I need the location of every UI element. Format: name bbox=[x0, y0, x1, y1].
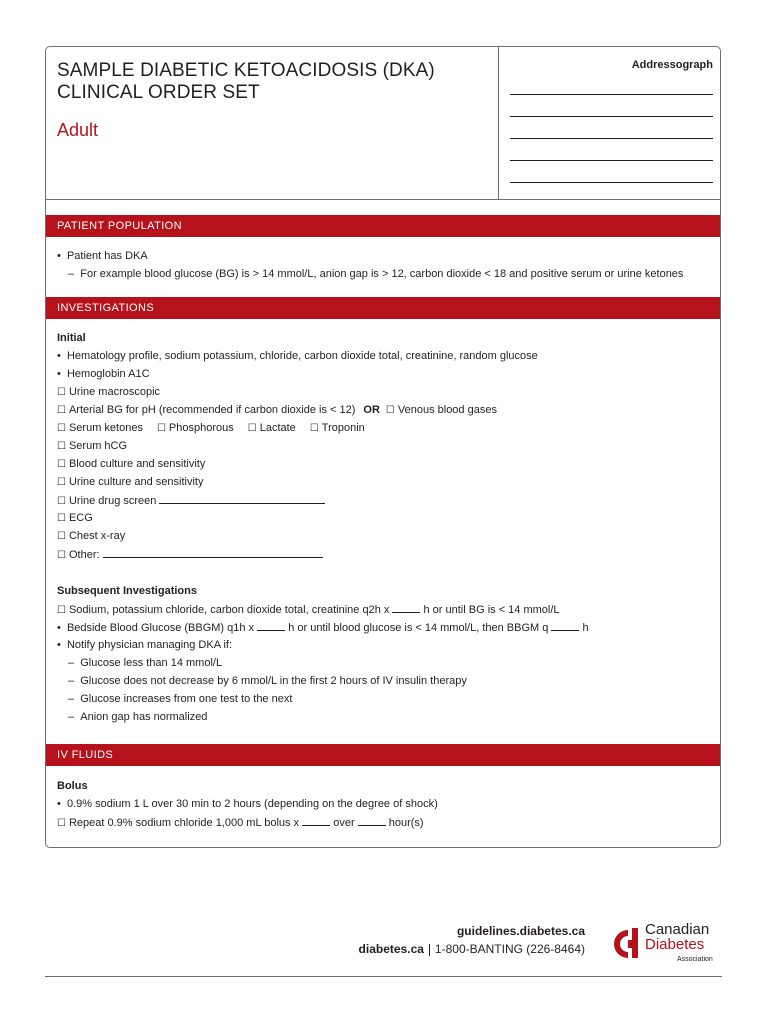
addressograph-line[interactable] bbox=[510, 116, 713, 117]
checkbox-label: Urine macroscopic bbox=[68, 386, 161, 398]
checkbox-item[interactable] bbox=[57, 385, 160, 400]
hours-field[interactable] bbox=[257, 620, 285, 631]
checkbox-item[interactable] bbox=[57, 403, 497, 418]
checkbox-label: Phosphorous bbox=[168, 422, 234, 434]
subsection-label-bolus: Bolus bbox=[57, 780, 88, 792]
order-set-form bbox=[45, 46, 721, 848]
checkbox-label-tail: h or until BG is < 14 mmol/L bbox=[423, 604, 560, 616]
checkbox-label: Lactate bbox=[259, 422, 296, 434]
checkbox-row bbox=[57, 421, 365, 436]
phone-number: 1-800-BANTING (226-8464) bbox=[434, 942, 585, 956]
bullet: • bbox=[57, 250, 67, 262]
list-subitem-text: Glucose increases from one test to the next bbox=[80, 693, 293, 705]
bullet: • bbox=[57, 350, 67, 362]
list-item bbox=[57, 797, 438, 811]
other-field[interactable] bbox=[103, 547, 323, 558]
list-subitem-text: Anion gap has normalized bbox=[80, 711, 208, 723]
footer-rule bbox=[45, 976, 722, 977]
site-link[interactable]: diabetes.ca bbox=[358, 942, 424, 956]
addressograph-line[interactable] bbox=[510, 94, 713, 95]
addressograph-box bbox=[498, 47, 721, 199]
dash: – bbox=[68, 657, 81, 669]
bullet: • bbox=[57, 639, 67, 651]
page-subtitle: Adult bbox=[57, 120, 99, 140]
checkbox-item[interactable] bbox=[57, 493, 325, 509]
hours-field[interactable] bbox=[392, 602, 420, 613]
checkbox-icon[interactable]: ☐ bbox=[57, 387, 66, 398]
checkbox-label: Serum hCG bbox=[68, 440, 128, 452]
subsection-label-initial: Initial bbox=[57, 332, 86, 344]
guidelines-link[interactable]: guidelines.diabetes.ca bbox=[456, 924, 585, 938]
checkbox-icon[interactable]: ☐ bbox=[57, 605, 66, 616]
bolus-hours-field[interactable] bbox=[358, 815, 386, 826]
checkbox-label: Other: bbox=[68, 549, 100, 561]
dash: – bbox=[68, 268, 81, 280]
list-subitem bbox=[68, 674, 467, 688]
section-heading-patient-population: PATIENT POPULATION bbox=[46, 215, 720, 237]
checkbox-icon[interactable]: ☐ bbox=[57, 441, 66, 452]
dash: – bbox=[68, 675, 81, 687]
footer-contact bbox=[359, 942, 585, 956]
checkbox-icon[interactable]: ☐ bbox=[57, 405, 66, 416]
checkbox-label: Troponin bbox=[321, 422, 365, 434]
bullet: • bbox=[57, 368, 67, 380]
checkbox-label: Urine culture and sensitivity bbox=[68, 476, 204, 488]
list-item-text: h or until blood glucose is < 14 mmol/L, then BBGM q bbox=[288, 622, 549, 634]
section-heading-iv-fluids: IV FLUIDS bbox=[46, 744, 720, 766]
checkbox-icon[interactable]: ☐ bbox=[247, 423, 257, 434]
subsection-label-subsequent: Subsequent Investigations bbox=[57, 585, 197, 597]
checkbox-icon[interactable]: ☐ bbox=[57, 818, 66, 829]
checkbox-icon[interactable]: ☐ bbox=[156, 423, 166, 434]
cda-logo-icon bbox=[613, 928, 643, 960]
checkbox-item[interactable] bbox=[57, 457, 205, 472]
list-subitem-text: Glucose does not decrease by 6 mmol/L in the first 2 hours of IV insulin therapy bbox=[80, 675, 467, 687]
list-item-text: Patient has DKA bbox=[66, 250, 148, 262]
urine-drug-field[interactable] bbox=[159, 493, 325, 504]
page-title bbox=[57, 60, 435, 104]
list-item-text: 0.9% sodium 1 L over 30 min to 2 hours (depending on the degree of shock) bbox=[66, 798, 438, 810]
list-item-text: Hematology profile, sodium potassium, chloride, carbon dioxide total, creatinine, random glucose bbox=[66, 350, 538, 362]
list-subitem bbox=[68, 692, 292, 706]
bullet: • bbox=[57, 622, 67, 634]
list-subitem bbox=[68, 656, 222, 670]
list-item-text: Notify physician managing DKA if: bbox=[66, 639, 233, 651]
checkbox-label: Blood culture and sensitivity bbox=[68, 458, 206, 470]
bolus-count-field[interactable] bbox=[302, 815, 330, 826]
list-item-text: Bedside Blood Glucose (BBGM) q1h x bbox=[66, 622, 255, 634]
checkbox-icon[interactable]: ☐ bbox=[57, 477, 66, 488]
checkbox-label: Sodium, potassium chloride, carbon dioxide total, creatinine q2h x bbox=[68, 604, 390, 616]
checkbox-icon[interactable]: ☐ bbox=[57, 459, 66, 470]
checkbox-icon[interactable]: ☐ bbox=[57, 423, 66, 434]
checkbox-label: Chest x-ray bbox=[68, 530, 126, 542]
addressograph-label: Addressograph bbox=[631, 59, 713, 71]
list-item-text: Hemoglobin A1C bbox=[66, 368, 150, 380]
frequency-field[interactable] bbox=[551, 620, 579, 631]
checkbox-item[interactable] bbox=[57, 602, 560, 618]
checkbox-icon[interactable]: ☐ bbox=[385, 405, 395, 416]
list-item-text: h bbox=[582, 622, 589, 634]
checkbox-label: ECG bbox=[68, 512, 93, 524]
checkbox-item[interactable] bbox=[57, 511, 93, 526]
divider bbox=[429, 944, 430, 956]
checkbox-item[interactable] bbox=[57, 815, 424, 831]
section-heading-investigations: INVESTIGATIONS bbox=[46, 297, 720, 319]
title-line-2: CLINICAL ORDER SET bbox=[57, 82, 260, 103]
list-item bbox=[57, 349, 538, 363]
logo-line-2: Diabetes bbox=[645, 936, 705, 953]
checkbox-item[interactable] bbox=[57, 475, 203, 490]
list-item bbox=[57, 638, 232, 652]
form-header bbox=[46, 47, 720, 200]
dash: – bbox=[68, 711, 81, 723]
checkbox-label: Arterial BG for pH (recommended if carbon dioxide is < 12) bbox=[68, 404, 356, 416]
addressograph-line[interactable] bbox=[510, 182, 713, 183]
checkbox-icon[interactable]: ☐ bbox=[57, 496, 66, 507]
list-item bbox=[57, 367, 150, 381]
checkbox-label: Venous blood gases bbox=[397, 404, 497, 416]
list-item bbox=[57, 249, 148, 263]
logo-line-3: Association bbox=[677, 956, 713, 963]
logo-line-1: Canadian bbox=[645, 921, 710, 938]
cda-logo bbox=[613, 922, 733, 968]
checkbox-label: Repeat 0.9% sodium chloride 1,000 mL bolus x bbox=[68, 817, 300, 829]
dash: – bbox=[68, 693, 81, 705]
or-label: OR bbox=[363, 404, 380, 416]
logo-wordmark bbox=[645, 922, 709, 952]
checkbox-item[interactable] bbox=[57, 547, 323, 563]
checkbox-label: Serum ketones bbox=[68, 422, 143, 434]
addressograph-line[interactable] bbox=[510, 138, 713, 139]
bullet: • bbox=[57, 798, 67, 810]
addressograph-line[interactable] bbox=[510, 160, 713, 161]
list-subitem bbox=[68, 710, 207, 724]
checkbox-icon[interactable]: ☐ bbox=[57, 550, 66, 561]
checkbox-label: hour(s) bbox=[388, 817, 424, 829]
checkbox-icon[interactable]: ☐ bbox=[57, 531, 66, 542]
checkbox-label: over bbox=[333, 817, 355, 829]
checkbox-label: Urine drug screen bbox=[68, 495, 157, 507]
list-subitem bbox=[68, 267, 683, 281]
title-line-1: SAMPLE DIABETIC KETOACIDOSIS (DKA) bbox=[57, 60, 435, 81]
checkbox-item[interactable] bbox=[57, 439, 127, 454]
list-subitem-text: Glucose less than 14 mmol/L bbox=[80, 657, 223, 669]
checkbox-icon[interactable]: ☐ bbox=[309, 423, 319, 434]
list-subitem-text: For example blood glucose (BG) is > 14 mmol/L, anion gap is > 12, carbon dioxide < 18 and positive serum or urine ketones bbox=[80, 268, 684, 280]
checkbox-item[interactable] bbox=[57, 529, 125, 544]
checkbox-icon[interactable]: ☐ bbox=[57, 513, 66, 524]
list-item bbox=[57, 620, 589, 635]
